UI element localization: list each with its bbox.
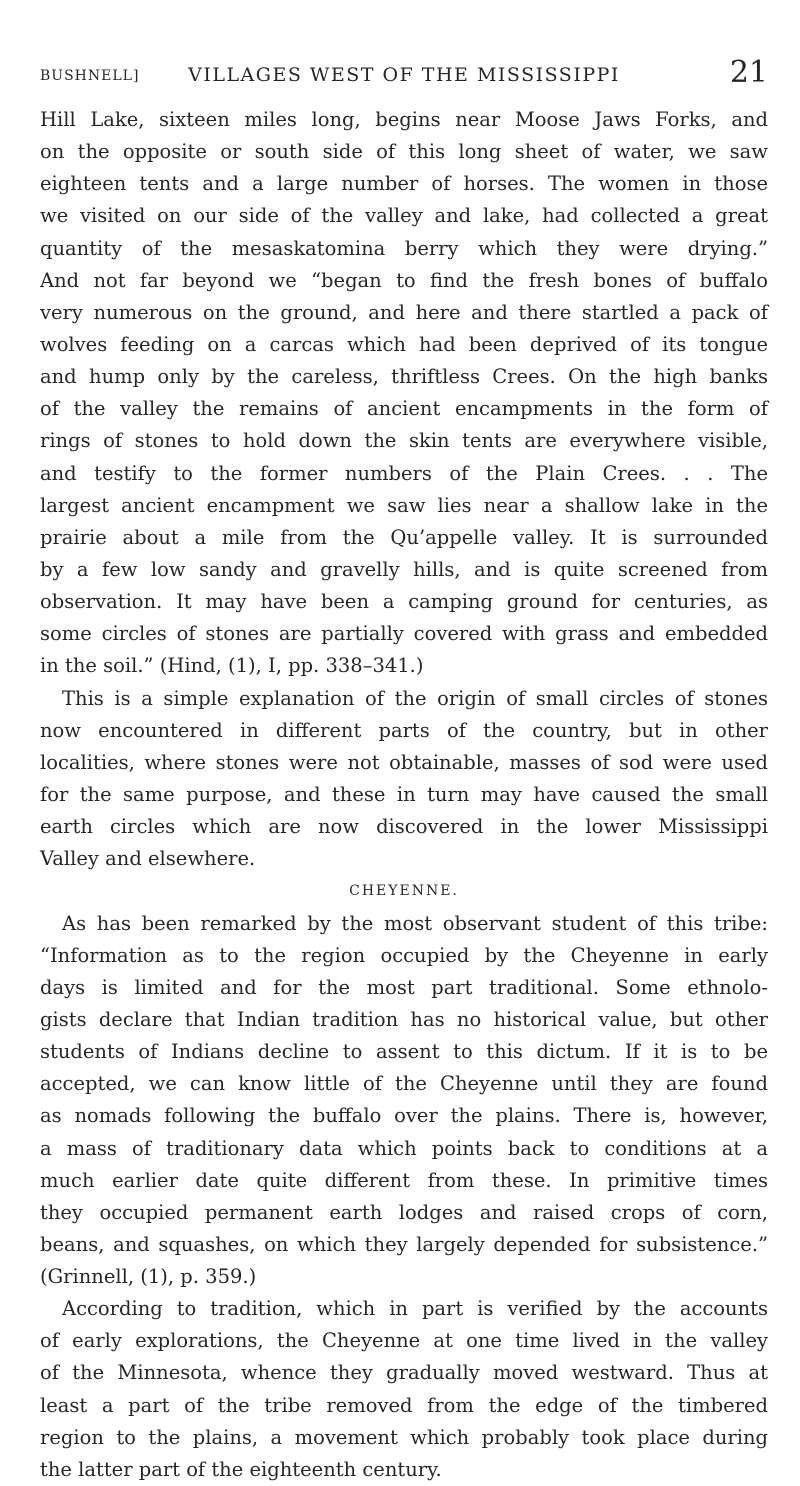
text-line: (Grinnell, (1), p. 359.) [40, 1265, 257, 1289]
text-line: This is a simple explanation of the origin of small circles of stones [62, 686, 768, 710]
text-line: As has been remarked by the most observant student of this tribe: [62, 911, 768, 935]
page-number: 21 [729, 55, 768, 90]
text-line: in the soil.” (Hind, (1), I, pp. 338–341.) [40, 654, 424, 678]
text-line: of early explorations, the Cheyenne at one time lived in the valley [40, 1329, 768, 1353]
text-line: largest ancient encampment we saw lies near a shallow lake in the [40, 493, 768, 517]
text-line: and hump only by the careless, thriftless Crees. On the high banks [40, 365, 768, 389]
section-heading: CHEYENNE. [349, 883, 459, 900]
text-line: of the valley the remains of ancient encampments in the form of [40, 397, 768, 421]
text-line: they occupied permanent earth lodges and raised crops of corn, [40, 1200, 768, 1224]
text-line: for the same purpose, and these in turn may have caused the small [40, 782, 768, 806]
author-running-head: BUSHNELL] [40, 68, 140, 84]
text-line: eighteen tents and a large number of horses. The women in those [40, 172, 768, 196]
body-text [40, 104, 768, 1486]
text-line: some circles of stones are partially covered with grass and embedded [40, 622, 768, 646]
text-line: very numerous on the ground, and here and there startled a pack of [40, 300, 768, 324]
text-line: And not far beyond we “began to find the fresh bones of buffalo [40, 268, 768, 292]
text-line: wolves feeding on a carcas which had been deprived of its tongue [40, 332, 768, 356]
text-line: localities, where stones were not obtainable, masses of sod were used [40, 750, 768, 774]
text-line: Valley and elsewhere. [40, 847, 256, 871]
chapter-running-title: VILLAGES WEST OF THE MISSISSIPPI [188, 64, 620, 86]
running-head [40, 55, 768, 98]
text-line: rings of stones to hold down the skin tents are everywhere visible, [40, 429, 768, 453]
text-line: by a few low sandy and gravelly hills, and is quite screened from [40, 557, 768, 581]
text-line: earth circles which are now discovered in the lower Mississippi [40, 815, 768, 839]
text-line: a mass of traditionary data which points back to conditions at a [40, 1136, 768, 1160]
text-line: of the Minnesota, whence they gradually moved westward. Thus at [40, 1361, 768, 1385]
text-line: days is limited and for the most part traditional. Some ethnolo- [40, 975, 768, 999]
text-line: observation. It may have been a camping ground for centuries, as [40, 590, 768, 614]
text-line: According to tradition, which in part is verified by the accounts [62, 1297, 768, 1321]
text-line: much earlier date quite different from these. In primitive times [40, 1168, 768, 1192]
text-line: quantity of the mesaskatomina berry which they were drying.” [40, 236, 768, 260]
text-line: as nomads following the buffalo over the plains. There is, however, [40, 1104, 768, 1128]
text-line: gists declare that Indian tradition has no historical value, but other [40, 1007, 768, 1031]
text-line: region to the plains, a movement which probably took place during [40, 1425, 768, 1449]
text-line: accepted, we can know little of the Cheyenne until they are found [40, 1072, 768, 1096]
text-line: students of Indians decline to assent to this dictum. If it is to be [40, 1040, 768, 1064]
text-line: “Information as to the region occupied by the Cheyenne in early [40, 943, 768, 967]
text-line: least a part of the tribe removed from the edge of the timbered [40, 1393, 768, 1417]
text-line: now encountered in different parts of the country, but in other [40, 718, 768, 742]
text-line: on the opposite or south side of this long sheet of water, we saw [40, 140, 768, 164]
text-line: the latter part of the eighteenth century. [40, 1457, 442, 1481]
text-line: we visited on our side of the valley and lake, had collected a great [40, 204, 768, 228]
text-line: prairie about a mile from the Qu’appelle valley. It is surrounded [40, 525, 768, 549]
text-line: Hill Lake, sixteen miles long, begins near Moose Jaws Forks, and [40, 108, 768, 131]
text-line: and testify to the former numbers of the Plain Crees. . . The [40, 461, 768, 485]
text-line: beans, and squashes, on which they largely depended for subsistence.” [40, 1232, 768, 1256]
